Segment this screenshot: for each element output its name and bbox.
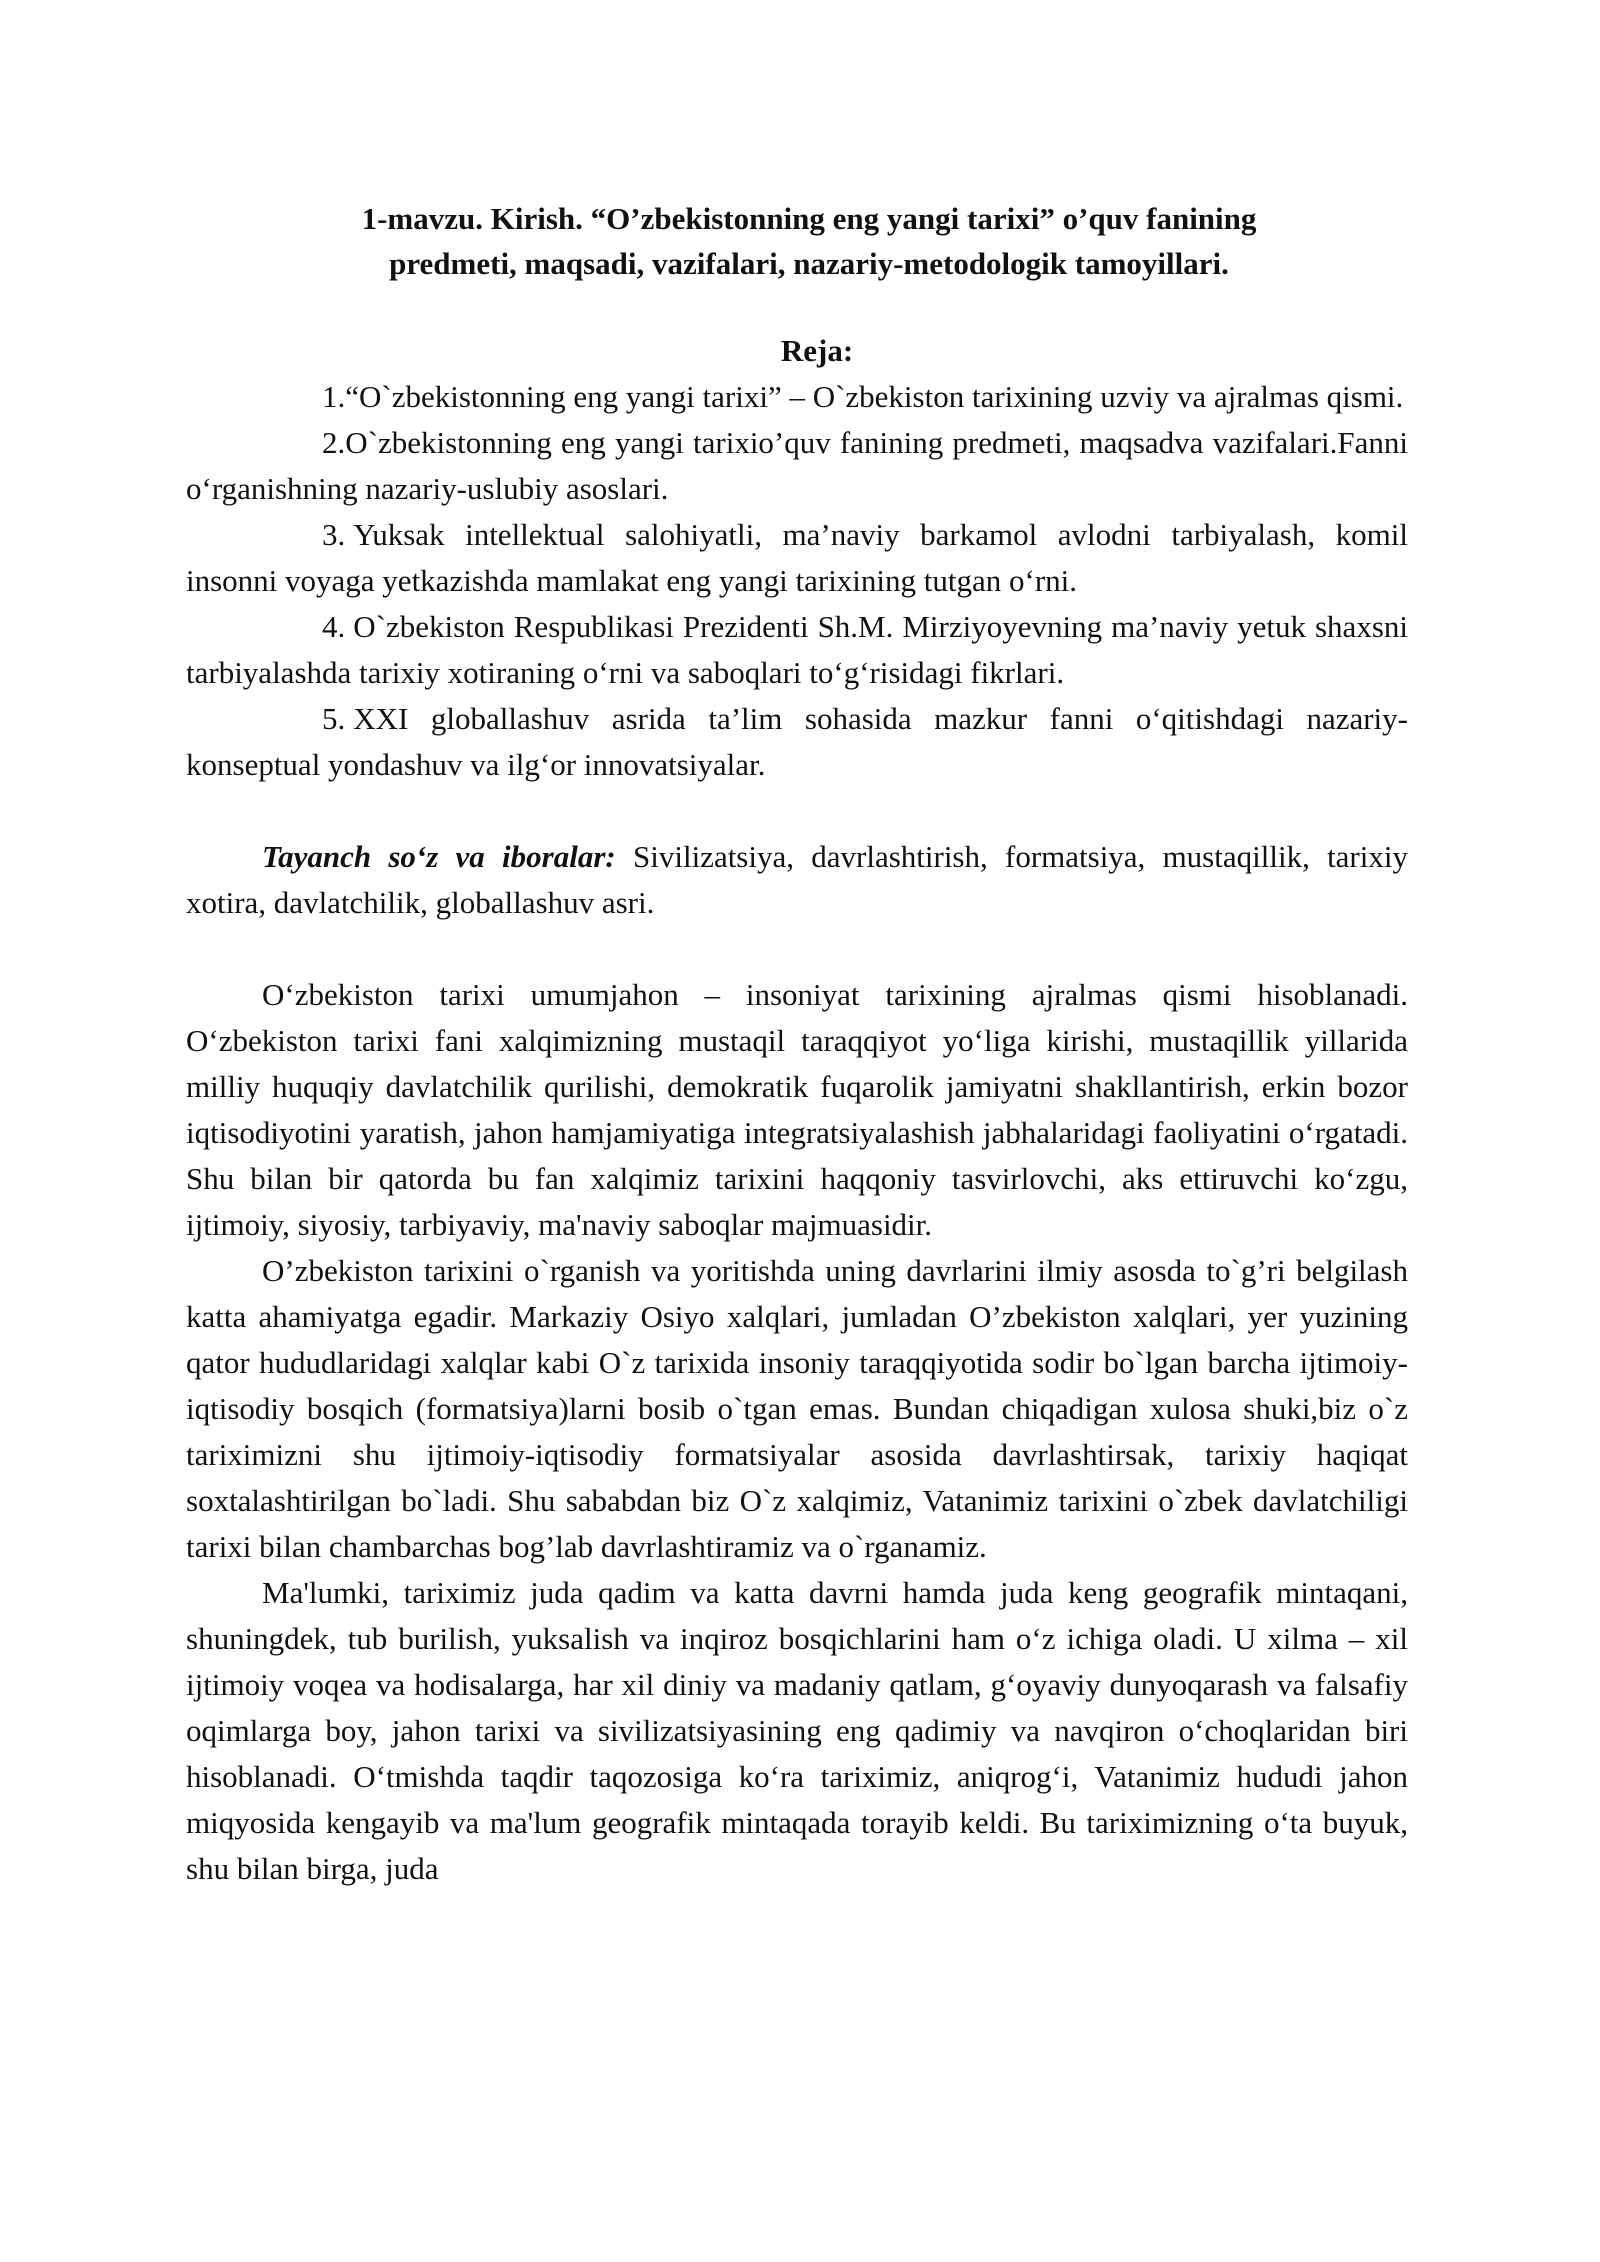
plan-item-2 bbox=[186, 420, 1408, 512]
lecture-title-line-2: predmeti, maqsadi, vazifalari, nazariy-metodologik tamoyillari. bbox=[389, 246, 1229, 281]
plan-item-text: O`zbekistonning eng yangi tarixio’quv fanining predmeti, maqsadva vazifalari.Fanni o‘rganishning nazariy-uslubiy asoslari. bbox=[186, 425, 1408, 506]
document-page bbox=[186, 196, 1408, 1892]
plan-item-number: 4. bbox=[322, 609, 346, 644]
plan-item-number: 2. bbox=[322, 425, 346, 460]
plan-item-number: 1. bbox=[322, 379, 346, 414]
plan-item-text: Yuksak intellektual salohiyatli, ma’naviy barkamol avlodni tarbiyalash, komil insonni voyaga yetkazishda mamlakat eng yangi tarixining tutgan o‘rni. bbox=[186, 517, 1408, 598]
keywords-text: Sivilizatsiya, davrlashtirish, formatsiya, mustaqillik, tarixiy xotira, davlatchilik, globallashuv asri. bbox=[186, 839, 1408, 920]
keywords-paragraph bbox=[186, 834, 1408, 926]
plan-item-3 bbox=[186, 512, 1408, 604]
body-paragraph-2: O’zbekiston tarixini o`rganish va yoritishda uning davrlarini ilmiy asosda to`g’ri belgilash katta ahamiyatga egadir. Markaziy Osiyo xalqlari, jumladan O’zbekiston xalqlari, yer yuzining qator hududlaridagi xalqlar kabi O`z tarixida insoniy taraqqiyotida sodir bo`lgan barcha ijtimoiy-iqtisodiy bosqich (formatsiya)larni bosib o`tgan emas. Bundan chiqadigan xulosa shuki,biz o`z tariximizni shu ijtimoiy-iqtisodiy formatsiyalar asosida davrlashtirsak, tarixiy haqiqat soxtalashtirilgan bo`ladi. Shu sababdan biz O`z xalqimiz, Vatanimiz tarixini o`zbek davlatchiligi tarixi bilan chambarchas bog’lab davrlashtiramiz va o`rganamiz. bbox=[186, 1253, 1408, 1564]
lecture-title bbox=[186, 196, 1408, 286]
plan-item-text: XXI globallashuv asrida ta’lim sohasida mazkur fanni o‘qitishdagi nazariy-konseptual yondashuv va ilg‘or innovatsiyalar. bbox=[186, 701, 1408, 782]
plan-item-text: O`zbekiston Respublikasi Prezidenti Sh.M. Mirziyoyevning ma’naviy yetuk shaxsni tarbiyalashda tarixiy xotiraning o‘rni va saboqlari to‘g‘risidagi fikrlari. bbox=[186, 609, 1408, 690]
plan-item-number: 3. bbox=[322, 517, 346, 552]
plan-item-number: 5. bbox=[322, 701, 346, 736]
body-paragraph-1: O‘zbekiston tarixi umumjahon – insoniyat tarixining ajralmas qismi hisoblanadi. O‘zbekiston tarixi fani xalqimizning mustaqil taraqqiyot yo‘liga kirishi, mustaqillik yillarida milliy huquqiy davlatchilik qurilishi, demokratik fuqarolik jamiyatni shakllantirish, erkin bozor iqtisodiyotini yaratish, jahon hamjamiyatiga integratsiyalashish jabhalaridagi faoliyatini o‘rgatadi. Shu bilan bir qatorda bu fan xalqimiz tarixini haqqoniy tasvirlovchi, aks ettiruvchi ko‘zgu, ijtimoiy, siyosiy, tarbiyaviy, ma'naviy saboqlar majmuasidir. bbox=[186, 977, 1408, 1242]
plan-item-text: “O`zbekistonning eng yangi tarixi” – O`zbekiston tarixining uzviy va ajralmas qismi. bbox=[345, 379, 1404, 414]
body-paragraph-3: Ma'lumki, tariximiz juda qadim va katta davrni hamda juda keng geografik mintaqani, shuningdek, tub burilish, yuksalish va inqiroz bosqichlarini ham o‘z ichiga oladi. U xilma – xil ijtimoiy voqea va hodisalarga, har xil diniy va madaniy qatlam, g‘oyaviy dunyoqarash va falsafiy oqimlarga boy, jahon tarixi va sivilizatsiyasining eng qadimiy va navqiron o‘choqlaridan biri hisoblanadi. O‘tmishda taqdir taqozosiga ko‘ra tariximiz, aniqrog‘i, Vatanimiz hududi jahon miqyosida kengayib va ma'lum geografik mintaqada torayib keldi. Bu tariximizning o‘ta buyuk, shu bilan birga, juda bbox=[186, 1575, 1408, 1886]
plan-list bbox=[186, 374, 1408, 788]
plan-heading: Reja: bbox=[780, 333, 854, 368]
plan-item-4 bbox=[186, 604, 1408, 696]
keywords-label: Tayanch so‘z va iboralar: bbox=[262, 839, 616, 874]
lecture-title-line-1: 1-mavzu. Kirish. “O’zbekistonning eng yangi tarixi” o’quv fanining bbox=[361, 201, 1257, 236]
plan-item-5 bbox=[186, 696, 1408, 788]
plan-item-1 bbox=[186, 374, 1408, 420]
